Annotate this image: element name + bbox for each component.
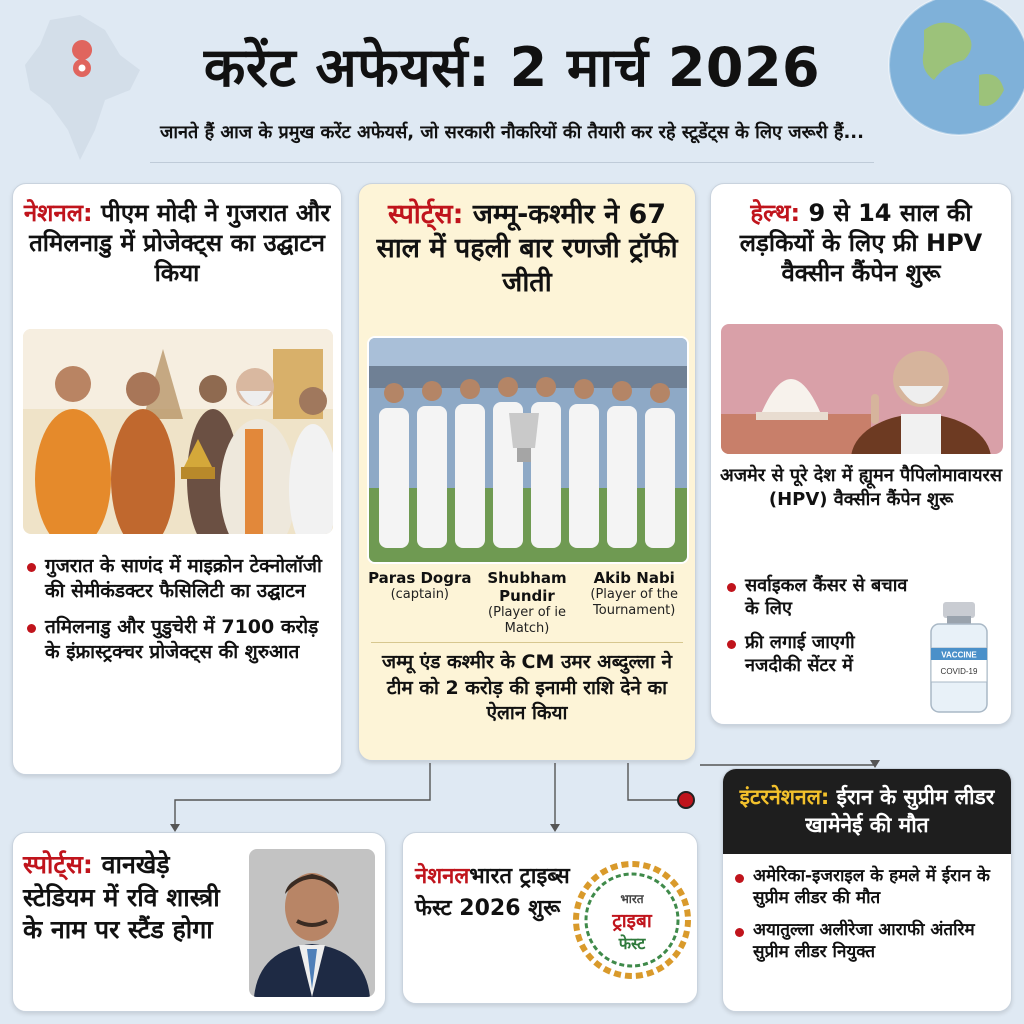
international-card [722, 768, 1012, 1012]
list-item: सर्वाइकल कैंसर से बचाव के लिए [723, 574, 913, 621]
pm-address-photo [721, 324, 1003, 454]
headline-text: भारत ट्राइब्स फेस्ट 2026 शुरू [415, 864, 570, 921]
vial-sublabel: COVID-19 [940, 667, 978, 676]
player-caption [367, 569, 473, 636]
vaccine-vial-icon [925, 602, 993, 714]
category-label: नेशनल: [23, 199, 93, 227]
tribes-fest-card [402, 832, 698, 1004]
logo-text-bottom: फेस्ट [618, 934, 646, 953]
wankhede-card [12, 832, 386, 1012]
health-description: अजमेर से पूरे देश में ह्यूमन पैपिलोमावायरस (HPV) वैक्सीन कैंपेन शुरू [719, 465, 1003, 511]
player-name: Paras Dogra [368, 569, 472, 587]
headline-text: पीएम मोदी ने गुजरात और तमिलनाडु में प्रोजेक्ट्स का उद्घाटन किया [29, 199, 331, 287]
page-title: करेंट अफेयर्स: 2 मार्च 2026 [203, 36, 821, 99]
national-bullets [23, 554, 333, 677]
category-label: नेशनल [415, 864, 470, 889]
player-role: (Player of the Tournament) [590, 587, 679, 618]
list-item: गुजरात के साणंद में माइक्रोन टेक्नोलॉजी की सेमीकंडक्टर फैसिलिटी का उद्घाटन [23, 554, 333, 603]
health-news-card [710, 183, 1012, 725]
player-caption [474, 569, 580, 636]
page-subtitle: जानते हैं आज के प्रमुख करेंट अफेयर्स, जो सरकारी नौकरियों की तैयारी कर रहे स्टूडेंट्स के लिए जरूरी हैं... [160, 122, 864, 143]
player-role: (captain) [390, 587, 450, 602]
vial-label: VACCINE [941, 650, 977, 660]
international-bullets [731, 865, 1005, 973]
category-label: इंटरनेशनल: [739, 785, 830, 809]
player-captions [367, 569, 687, 636]
logo-text-top: भारत [620, 892, 644, 906]
team-trophy-photo [367, 336, 689, 564]
wankhede-headline [23, 849, 238, 947]
list-item: अमेरिका-इजराइल के हमले में ईरान के सुप्रीम लीडर की मौत [731, 865, 1005, 909]
list-item: अयातुल्ला अलीरेजा आराफी अंतरिम सुप्रीम लीडर नियुक्त [731, 919, 1005, 963]
logo-text-main: ट्राइबा [612, 910, 652, 932]
headline-text: ईरान के सुप्रीम लीडर खामेनेई की मौत [805, 785, 995, 838]
category-label: स्पोर्ट्स: [387, 199, 464, 230]
headline-text: जम्मू-कश्मीर ने 67 साल में पहली बार रणजी ट्रॉफी जीती [376, 199, 678, 298]
ranji-headline [359, 184, 695, 299]
list-item: तमिलनाडु और पुडुचेरी में 7100 करोड़ के इंफ्रास्ट्रक्चर प्रोजेक्ट्स की शुरुआत [23, 615, 333, 664]
category-label: स्पोर्ट्स: [23, 850, 93, 879]
pm-ceremony-photo [23, 329, 333, 534]
health-bullets [723, 574, 913, 688]
health-headline [711, 184, 1011, 288]
divider [371, 642, 683, 643]
international-headline [723, 769, 1011, 854]
player-role: (Player of ie Match) [488, 605, 566, 636]
ranji-trophy-card [358, 183, 696, 761]
player-caption [581, 569, 687, 636]
tribes-fest-logo [573, 861, 691, 979]
player-name: Akib Nabi [593, 569, 675, 587]
headline-text: 9 से 14 साल की लड़कियों के लिए फ्री HPV वैक्सीन कैंपेन शुरू [739, 199, 983, 287]
ranji-description: जम्मू एंड कश्मीर के CM उमर अब्दुल्ला ने टीम को 2 करोड़ की इनामी राशि देने का ऐलान किया [381, 651, 673, 725]
category-label: हेल्थ: [750, 199, 801, 227]
fest-headline [415, 861, 575, 925]
national-news-card [12, 183, 342, 775]
divider [150, 162, 874, 163]
player-name: Shubham Pundir [487, 569, 567, 605]
headline-text: वानखेड़े स्टेडियम में रवि शास्त्री के नाम पर स्टैंड होगा [23, 850, 220, 944]
ravi-shastri-photo [249, 849, 375, 997]
national-headline [13, 184, 341, 288]
list-item: फ्री लगाई जाएगी नजदीकी सेंटर में [723, 631, 913, 678]
